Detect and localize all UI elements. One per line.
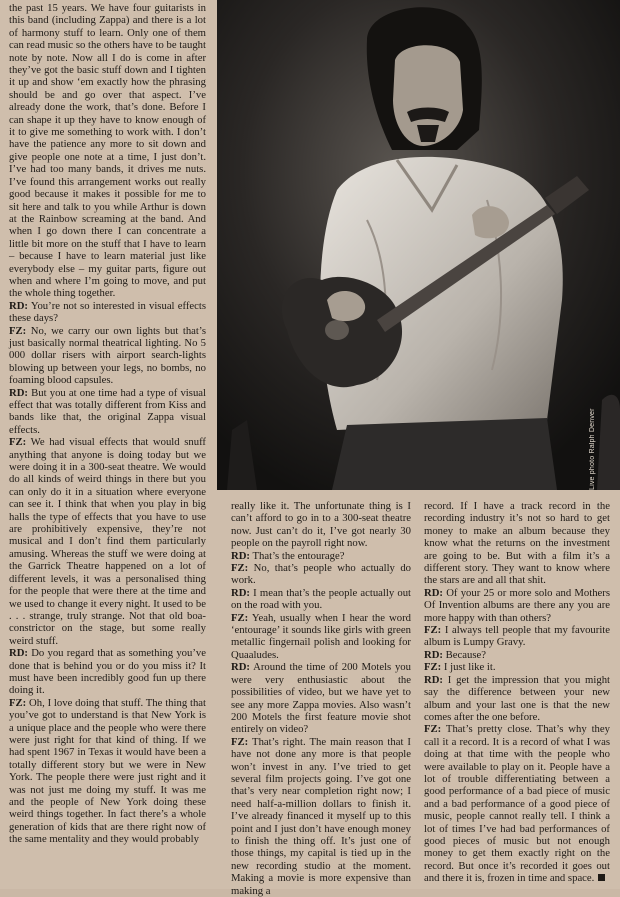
column-paragraph: FZ: I always tell people that my favourite album is Lumpy Gravy. <box>424 624 610 649</box>
article-column-left <box>9 2 206 882</box>
article-column-right <box>424 500 611 885</box>
photo-credit: Live photo Ralph Denver <box>589 408 596 490</box>
column-paragraph: FZ: No, that’s people who actually do work. <box>231 562 412 587</box>
column-paragraph: RD: Because? <box>424 648 487 661</box>
guitarist-photo-image <box>217 0 620 490</box>
column-paragraph: RD: Of your 25 or more solo and Mothers Of Invention albums are there any you are more happy with than others? <box>424 586 610 624</box>
column-paragraph: RD: I mean that’s the people actually out on the road with you. <box>231 586 412 612</box>
column-paragraph: RD: Do you regard that as something you’ve done that is behind you or do you miss it? It must have been incredibly good fun up there doing it. <box>9 647 206 697</box>
end-of-article-mark <box>598 874 605 881</box>
column-paragraph: RD: Around the time of 200 Motels you were very enthusiastic about the possibilities of video, but we have yet to see any more Zappa movies. Also wasn’t 200 Motels the first feature movie shot entirely on video? <box>231 661 411 736</box>
column-paragraph: RD: That’s the entourage? <box>231 549 345 562</box>
column-paragraph: the past 15 years. We have four guitarists in this band (including Zappa) and there is a lot of harmony stuff to learn. Only one of them can read music so the others have to be taught note by note. Now all I do is come in after they’ve got the basic stuff down and I tighten it up and show ‘em exactly how the phrasing should be and go over that aspect. I’ve already done the work, that’s done. Before I can shape it up they have to know enough of it to give me something to work with. I don’t have the patience any more to sit down and give people one note at a time, I just don’t. I’ve had too many bands, it drives me nuts. I’ve found this arrangement works out really good because it makes it possible for me to sit here and talk to you while Arthur is down at the Rainbow screaming at the band. And when I go down there I can concentrate a little bit more on the stuff that I have to learn – because I have to learn material just like everybody else – my guitar parts, figure out when and where I’m going to move, and put the whole thing together. <box>9 2 206 300</box>
column-paragraph: FZ: We had visual effects that would snuff anything that anyone is doing today but we were doing it in a 300-seat theatre. We would do all kinds of weird things in there but you can only do it in a situation where everyone can see it. I think that when you play in big halls the type of effects that you have to use are prohibitively expensive, they’re not musical and I don’t find them particularly amusing. Whereas the stuff we were doing at the Garrick Theatre happened on a lot of different levels, it was a personalised thing for the people that were there at the time and we used to change it every night. It used to be . . . strange, truly strange. Not that old boa-constrictor on the stage, but some really weird stuff. <box>9 436 206 647</box>
column-paragraph: FZ: I just like it. <box>424 661 496 674</box>
column-paragraph: really like it. The unfortunate thing is I can’t afford to go in to a 300-seat theatre now. Just can’t do it, I’ve got nearly 30 people on the payroll right now. <box>231 500 411 550</box>
column-paragraph: RD: I get the impression that you might say the difference between your new album and your last one is that the new comes after the one before. <box>424 673 611 723</box>
concert-photo <box>217 0 620 490</box>
column-paragraph: FZ: That’s pretty close. That’s why they call it a record. It is a record of what I was doing at that time with the people who were available to play on it. People have a lot of trouble differentiating between a good performance of a bad piece of music and a bad performance of a good piece of music, people cannot really tell. I think a lot of times I’ve had bad performances of good pieces of music but not enough money to get them exactly right on the record. But once it’s recorded it goes out and there it is, frozen in time and space. <box>424 723 610 885</box>
column-paragraph: FZ: Oh, I love doing that stuff. The thing that you’ve got to understand is that New York is a unique place and the people who were there were just right for that kind of thing. If we had spent 1967 in Texas it would have been a totally different story but we were in New York. The people there were just right and it was not just me doing my stuff. It was me and the people of New York doing these weird things together. In fact there’s a whole generation of kids that are there right now of the same mentality and they would probably <box>9 696 206 846</box>
column-paragraph: RD: But you at one time had a type of visual effect that was totally different from Kiss and bands like that, the original Zappa visual effects. <box>9 386 206 436</box>
column-paragraph: FZ: No, we carry our own lights but that’s just basically normal theatrical lighting. No 5 000 dollar risers with airport search-lights blowing up between your legs, no bombs, no foaming blood capsules. <box>9 324 206 387</box>
column-paragraph: RD: You’re not so interested in visual effects these days? <box>9 299 207 325</box>
column-paragraph: record. If I have a track record in the recording industry it’s not so hard to get money to make an album because they know what the returns on the investment are going to be. But with a film it’s a different story. They want to know where the stars are and all that shit. <box>424 500 610 587</box>
article-column-middle <box>231 500 412 897</box>
column-paragraph: FZ: Yeah, usually when I hear the word ‘entourage’ it sounds like girls with green metallic fingernail polish and looking for Quaaludes. <box>231 611 411 661</box>
column-paragraph: FZ: That’s right. The main reason that I have not done any more is that people won’t invest in any. I’ve tried to get several film projects going. I’ve got one that’s very near completion right now; I need half-a-million dollars to finish it. I’ve already financed it myself up to this point and I just don’t have enough money to finish the thing off. It’s just one of those things, my capital is tied up in the new recording studio at the moment. Making a movie is more expensive than making a <box>231 735 411 897</box>
